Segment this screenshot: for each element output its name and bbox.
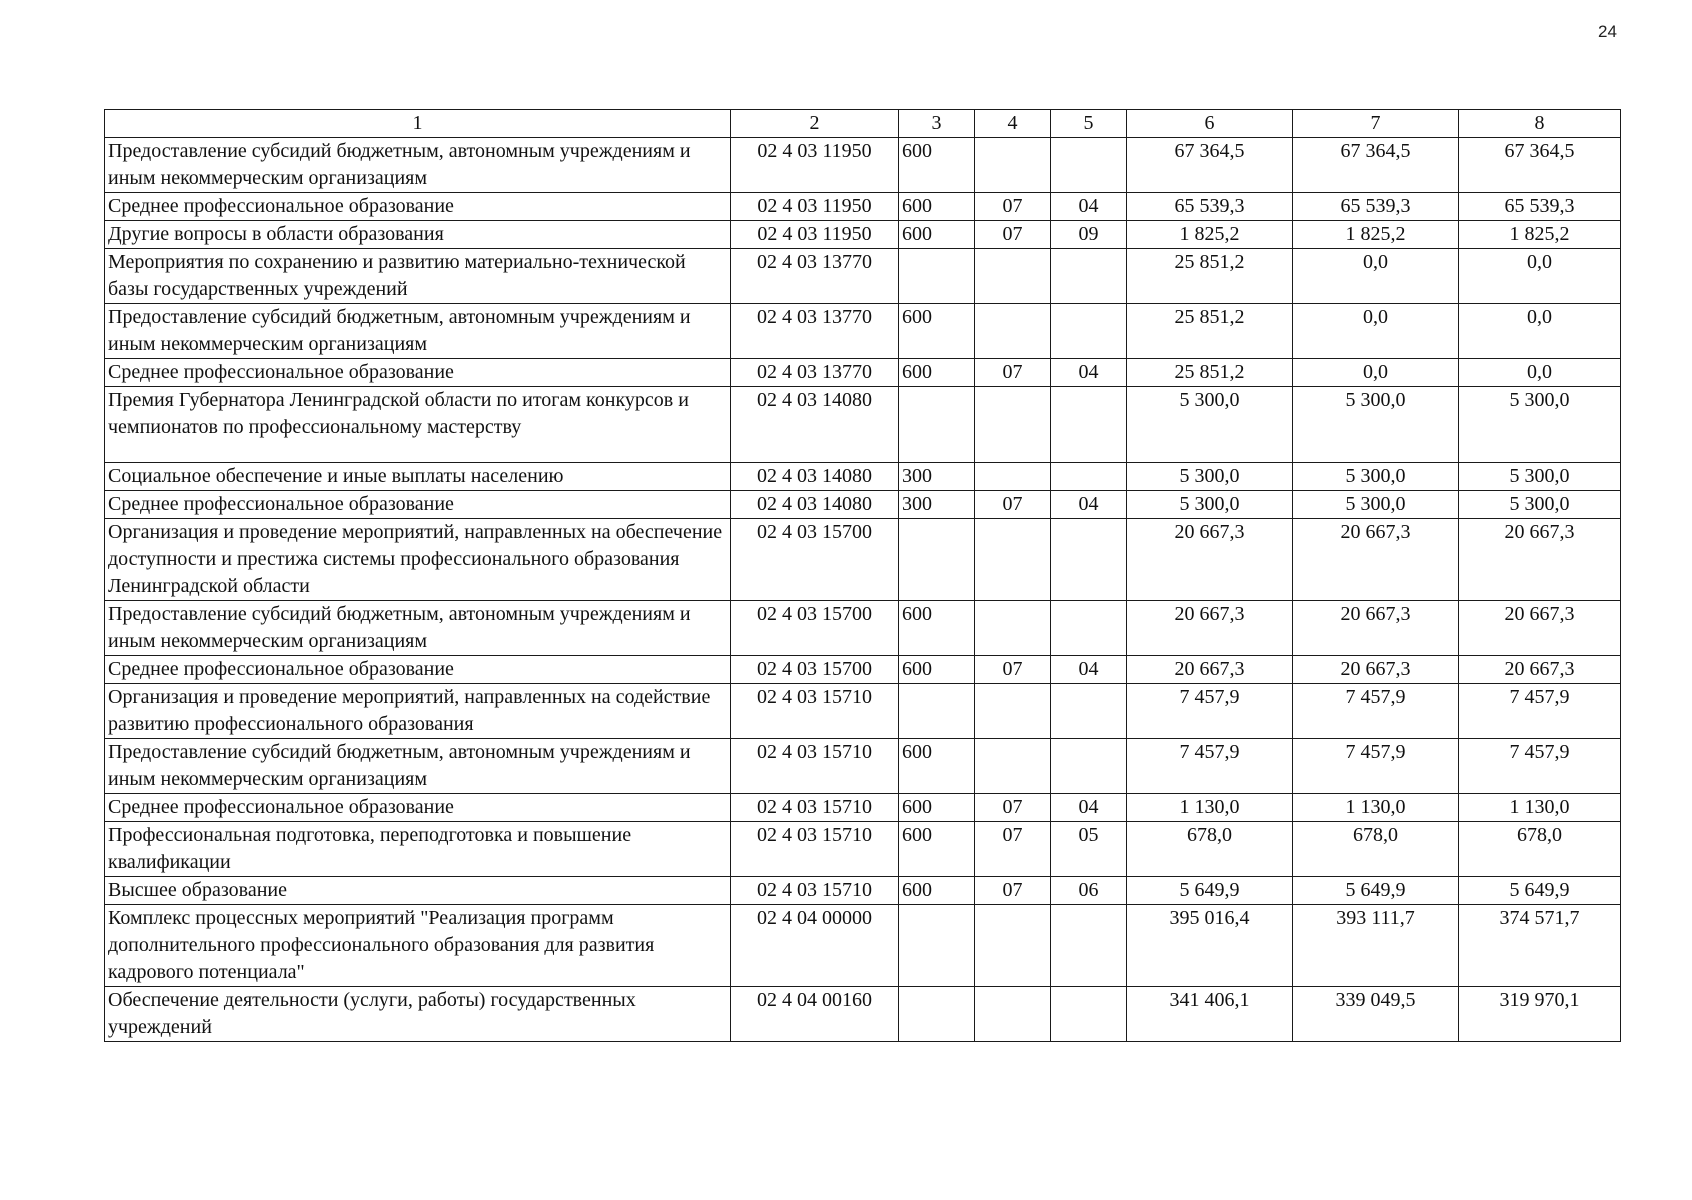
row-value-year1-cell: 25 851,2 bbox=[1127, 249, 1293, 304]
row-section-cell: 07 bbox=[975, 359, 1051, 387]
row-value-year1-cell: 20 667,3 bbox=[1127, 519, 1293, 601]
table-row bbox=[105, 601, 1621, 656]
row-value-year2-cell: 339 049,5 bbox=[1293, 987, 1459, 1042]
row-value-year3-cell: 374 571,7 bbox=[1459, 905, 1621, 987]
row-value-year2-cell: 7 457,9 bbox=[1293, 739, 1459, 794]
table-row bbox=[105, 739, 1621, 794]
row-name-cell: Предоставление субсидий бюджетным, автономным учреждениям и иным некоммерческим организациям bbox=[105, 601, 731, 656]
row-name-cell: Высшее образование bbox=[105, 877, 731, 905]
row-code-cell: 02 4 03 15710 bbox=[731, 822, 899, 877]
row-value-year1-cell: 20 667,3 bbox=[1127, 656, 1293, 684]
row-expense-type-cell: 600 bbox=[899, 221, 975, 249]
row-expense-type-cell: 600 bbox=[899, 193, 975, 221]
row-value-year3-cell: 319 970,1 bbox=[1459, 987, 1621, 1042]
row-name-cell: Среднее профессиональное образование bbox=[105, 491, 731, 519]
row-value-year3-cell: 678,0 bbox=[1459, 822, 1621, 877]
row-name-cell: Обеспечение деятельности (услуги, работы) государственных учреждений bbox=[105, 987, 731, 1042]
row-subsection-cell: 09 bbox=[1051, 221, 1127, 249]
row-value-year1-cell: 678,0 bbox=[1127, 822, 1293, 877]
row-code-cell: 02 4 03 15700 bbox=[731, 519, 899, 601]
table-row bbox=[105, 987, 1621, 1042]
row-expense-type-cell: 600 bbox=[899, 601, 975, 656]
row-section-cell bbox=[975, 304, 1051, 359]
row-subsection-cell bbox=[1051, 739, 1127, 794]
row-expense-type-cell: 600 bbox=[899, 138, 975, 193]
row-value-year3-cell: 5 300,0 bbox=[1459, 491, 1621, 519]
row-section-cell bbox=[975, 387, 1051, 463]
row-value-year2-cell: 1 825,2 bbox=[1293, 221, 1459, 249]
budget-table bbox=[104, 109, 1621, 1042]
row-value-year2-cell: 65 539,3 bbox=[1293, 193, 1459, 221]
row-section-cell: 07 bbox=[975, 877, 1051, 905]
row-name-cell: Предоставление субсидий бюджетным, автономным учреждениям и иным некоммерческим организациям bbox=[105, 304, 731, 359]
row-subsection-cell bbox=[1051, 905, 1127, 987]
row-code-cell: 02 4 03 15710 bbox=[731, 739, 899, 794]
row-section-cell bbox=[975, 739, 1051, 794]
row-subsection-cell bbox=[1051, 138, 1127, 193]
row-value-year2-cell: 5 300,0 bbox=[1293, 387, 1459, 463]
row-section-cell bbox=[975, 519, 1051, 601]
table-header bbox=[105, 110, 1621, 138]
row-value-year1-cell: 20 667,3 bbox=[1127, 601, 1293, 656]
row-value-year2-cell: 0,0 bbox=[1293, 359, 1459, 387]
row-code-cell: 02 4 03 13770 bbox=[731, 304, 899, 359]
row-name-cell: Среднее профессиональное образование bbox=[105, 656, 731, 684]
row-value-year3-cell: 67 364,5 bbox=[1459, 138, 1621, 193]
row-value-year1-cell: 7 457,9 bbox=[1127, 739, 1293, 794]
row-subsection-cell bbox=[1051, 463, 1127, 491]
row-expense-type-cell: 600 bbox=[899, 822, 975, 877]
row-expense-type-cell bbox=[899, 905, 975, 987]
row-subsection-cell: 04 bbox=[1051, 491, 1127, 519]
header-row bbox=[105, 110, 1621, 138]
row-code-cell: 02 4 04 00000 bbox=[731, 905, 899, 987]
row-value-year1-cell: 5 300,0 bbox=[1127, 463, 1293, 491]
header-cell: 5 bbox=[1051, 110, 1127, 138]
table-row bbox=[105, 905, 1621, 987]
row-value-year2-cell: 7 457,9 bbox=[1293, 684, 1459, 739]
row-value-year1-cell: 5 649,9 bbox=[1127, 877, 1293, 905]
table-row bbox=[105, 387, 1621, 463]
row-section-cell bbox=[975, 987, 1051, 1042]
row-subsection-cell bbox=[1051, 601, 1127, 656]
row-expense-type-cell: 600 bbox=[899, 304, 975, 359]
row-value-year3-cell: 0,0 bbox=[1459, 304, 1621, 359]
table-row bbox=[105, 193, 1621, 221]
row-code-cell: 02 4 03 13770 bbox=[731, 249, 899, 304]
table-row bbox=[105, 519, 1621, 601]
row-value-year2-cell: 20 667,3 bbox=[1293, 656, 1459, 684]
table-body bbox=[105, 138, 1621, 1042]
row-value-year1-cell: 341 406,1 bbox=[1127, 987, 1293, 1042]
row-expense-type-cell bbox=[899, 987, 975, 1042]
row-section-cell bbox=[975, 905, 1051, 987]
row-expense-type-cell: 300 bbox=[899, 463, 975, 491]
header-cell: 8 bbox=[1459, 110, 1621, 138]
row-name-cell: Среднее профессиональное образование bbox=[105, 193, 731, 221]
row-subsection-cell bbox=[1051, 519, 1127, 601]
row-code-cell: 02 4 03 15710 bbox=[731, 684, 899, 739]
row-expense-type-cell: 600 bbox=[899, 359, 975, 387]
row-value-year3-cell: 7 457,9 bbox=[1459, 684, 1621, 739]
table-row bbox=[105, 794, 1621, 822]
row-subsection-cell: 06 bbox=[1051, 877, 1127, 905]
row-value-year1-cell: 25 851,2 bbox=[1127, 359, 1293, 387]
table-row bbox=[105, 656, 1621, 684]
row-name-cell: Организация и проведение мероприятий, направленных на содействие развитию профессионального образования bbox=[105, 684, 731, 739]
row-value-year3-cell: 65 539,3 bbox=[1459, 193, 1621, 221]
row-value-year3-cell: 20 667,3 bbox=[1459, 519, 1621, 601]
row-value-year2-cell: 67 364,5 bbox=[1293, 138, 1459, 193]
row-code-cell: 02 4 04 00160 bbox=[731, 987, 899, 1042]
row-section-cell: 07 bbox=[975, 193, 1051, 221]
row-value-year2-cell: 5 300,0 bbox=[1293, 491, 1459, 519]
row-value-year1-cell: 395 016,4 bbox=[1127, 905, 1293, 987]
row-code-cell: 02 4 03 15700 bbox=[731, 601, 899, 656]
row-value-year2-cell: 0,0 bbox=[1293, 249, 1459, 304]
row-value-year1-cell: 5 300,0 bbox=[1127, 387, 1293, 463]
row-code-cell: 02 4 03 14080 bbox=[731, 491, 899, 519]
row-value-year2-cell: 393 111,7 bbox=[1293, 905, 1459, 987]
table-row bbox=[105, 221, 1621, 249]
row-value-year3-cell: 7 457,9 bbox=[1459, 739, 1621, 794]
row-subsection-cell: 05 bbox=[1051, 822, 1127, 877]
row-value-year2-cell: 5 300,0 bbox=[1293, 463, 1459, 491]
row-name-cell: Комплекс процессных мероприятий "Реализация программ дополнительного профессионального образования для развития кадрового потенциала" bbox=[105, 905, 731, 987]
row-name-cell: Другие вопросы в области образования bbox=[105, 221, 731, 249]
row-subsection-cell bbox=[1051, 249, 1127, 304]
row-section-cell bbox=[975, 684, 1051, 739]
row-value-year1-cell: 67 364,5 bbox=[1127, 138, 1293, 193]
row-code-cell: 02 4 03 14080 bbox=[731, 387, 899, 463]
row-subsection-cell: 04 bbox=[1051, 359, 1127, 387]
row-name-cell: Предоставление субсидий бюджетным, автономным учреждениям и иным некоммерческим организациям bbox=[105, 138, 731, 193]
row-code-cell: 02 4 03 11950 bbox=[731, 221, 899, 249]
row-name-cell: Организация и проведение мероприятий, направленных на обеспечение доступности и престижа системы профессионального образования Ленинградской области bbox=[105, 519, 731, 601]
row-name-cell: Премия Губернатора Ленинградской области по итогам конкурсов и чемпионатов по профессиональному мастерству bbox=[105, 387, 731, 463]
row-value-year1-cell: 1 130,0 bbox=[1127, 794, 1293, 822]
table-row bbox=[105, 684, 1621, 739]
header-cell: 2 bbox=[731, 110, 899, 138]
row-section-cell bbox=[975, 138, 1051, 193]
row-code-cell: 02 4 03 15710 bbox=[731, 877, 899, 905]
row-value-year1-cell: 65 539,3 bbox=[1127, 193, 1293, 221]
row-value-year1-cell: 5 300,0 bbox=[1127, 491, 1293, 519]
row-expense-type-cell: 600 bbox=[899, 656, 975, 684]
row-code-cell: 02 4 03 15700 bbox=[731, 656, 899, 684]
row-section-cell: 07 bbox=[975, 656, 1051, 684]
row-expense-type-cell: 600 bbox=[899, 739, 975, 794]
row-expense-type-cell: 300 bbox=[899, 491, 975, 519]
row-expense-type-cell bbox=[899, 387, 975, 463]
row-value-year1-cell: 7 457,9 bbox=[1127, 684, 1293, 739]
row-value-year2-cell: 0,0 bbox=[1293, 304, 1459, 359]
row-subsection-cell: 04 bbox=[1051, 193, 1127, 221]
table-row bbox=[105, 138, 1621, 193]
row-expense-type-cell: 600 bbox=[899, 794, 975, 822]
row-subsection-cell bbox=[1051, 387, 1127, 463]
row-name-cell: Среднее профессиональное образование bbox=[105, 794, 731, 822]
row-value-year1-cell: 1 825,2 bbox=[1127, 221, 1293, 249]
row-code-cell: 02 4 03 11950 bbox=[731, 138, 899, 193]
row-expense-type-cell bbox=[899, 684, 975, 739]
header-cell: 1 bbox=[105, 110, 731, 138]
table-row bbox=[105, 359, 1621, 387]
row-value-year3-cell: 20 667,3 bbox=[1459, 656, 1621, 684]
row-expense-type-cell bbox=[899, 519, 975, 601]
row-value-year2-cell: 678,0 bbox=[1293, 822, 1459, 877]
table-row bbox=[105, 491, 1621, 519]
row-section-cell bbox=[975, 249, 1051, 304]
row-name-cell: Профессиональная подготовка, переподготовка и повышение квалификации bbox=[105, 822, 731, 877]
row-value-year3-cell: 1 825,2 bbox=[1459, 221, 1621, 249]
row-section-cell: 07 bbox=[975, 822, 1051, 877]
table-row bbox=[105, 249, 1621, 304]
header-cell: 4 bbox=[975, 110, 1051, 138]
header-cell: 6 bbox=[1127, 110, 1293, 138]
row-subsection-cell bbox=[1051, 987, 1127, 1042]
row-section-cell: 07 bbox=[975, 491, 1051, 519]
row-value-year2-cell: 20 667,3 bbox=[1293, 519, 1459, 601]
row-section-cell: 07 bbox=[975, 794, 1051, 822]
row-expense-type-cell bbox=[899, 249, 975, 304]
row-value-year2-cell: 1 130,0 bbox=[1293, 794, 1459, 822]
page-number: 24 bbox=[1598, 22, 1617, 41]
row-subsection-cell bbox=[1051, 684, 1127, 739]
table-row bbox=[105, 304, 1621, 359]
header-cell: 7 bbox=[1293, 110, 1459, 138]
row-subsection-cell bbox=[1051, 304, 1127, 359]
row-value-year3-cell: 5 300,0 bbox=[1459, 387, 1621, 463]
row-subsection-cell: 04 bbox=[1051, 656, 1127, 684]
table-row bbox=[105, 463, 1621, 491]
row-value-year3-cell: 5 300,0 bbox=[1459, 463, 1621, 491]
row-name-cell: Социальное обеспечение и иные выплаты населению bbox=[105, 463, 731, 491]
row-value-year3-cell: 0,0 bbox=[1459, 359, 1621, 387]
row-name-cell: Среднее профессиональное образование bbox=[105, 359, 731, 387]
row-name-cell: Мероприятия по сохранению и развитию материально-технической базы государственных учреждений bbox=[105, 249, 731, 304]
row-value-year3-cell: 20 667,3 bbox=[1459, 601, 1621, 656]
row-value-year3-cell: 1 130,0 bbox=[1459, 794, 1621, 822]
row-section-cell: 07 bbox=[975, 221, 1051, 249]
header-cell: 3 bbox=[899, 110, 975, 138]
row-section-cell bbox=[975, 463, 1051, 491]
row-code-cell: 02 4 03 14080 bbox=[731, 463, 899, 491]
row-code-cell: 02 4 03 13770 bbox=[731, 359, 899, 387]
row-value-year3-cell: 5 649,9 bbox=[1459, 877, 1621, 905]
row-code-cell: 02 4 03 11950 bbox=[731, 193, 899, 221]
row-value-year2-cell: 20 667,3 bbox=[1293, 601, 1459, 656]
table-row bbox=[105, 822, 1621, 877]
row-value-year3-cell: 0,0 bbox=[1459, 249, 1621, 304]
row-name-cell: Предоставление субсидий бюджетным, автономным учреждениям и иным некоммерческим организациям bbox=[105, 739, 731, 794]
row-subsection-cell: 04 bbox=[1051, 794, 1127, 822]
row-value-year1-cell: 25 851,2 bbox=[1127, 304, 1293, 359]
row-code-cell: 02 4 03 15710 bbox=[731, 794, 899, 822]
row-section-cell bbox=[975, 601, 1051, 656]
row-expense-type-cell: 600 bbox=[899, 877, 975, 905]
table-row bbox=[105, 877, 1621, 905]
row-value-year2-cell: 5 649,9 bbox=[1293, 877, 1459, 905]
